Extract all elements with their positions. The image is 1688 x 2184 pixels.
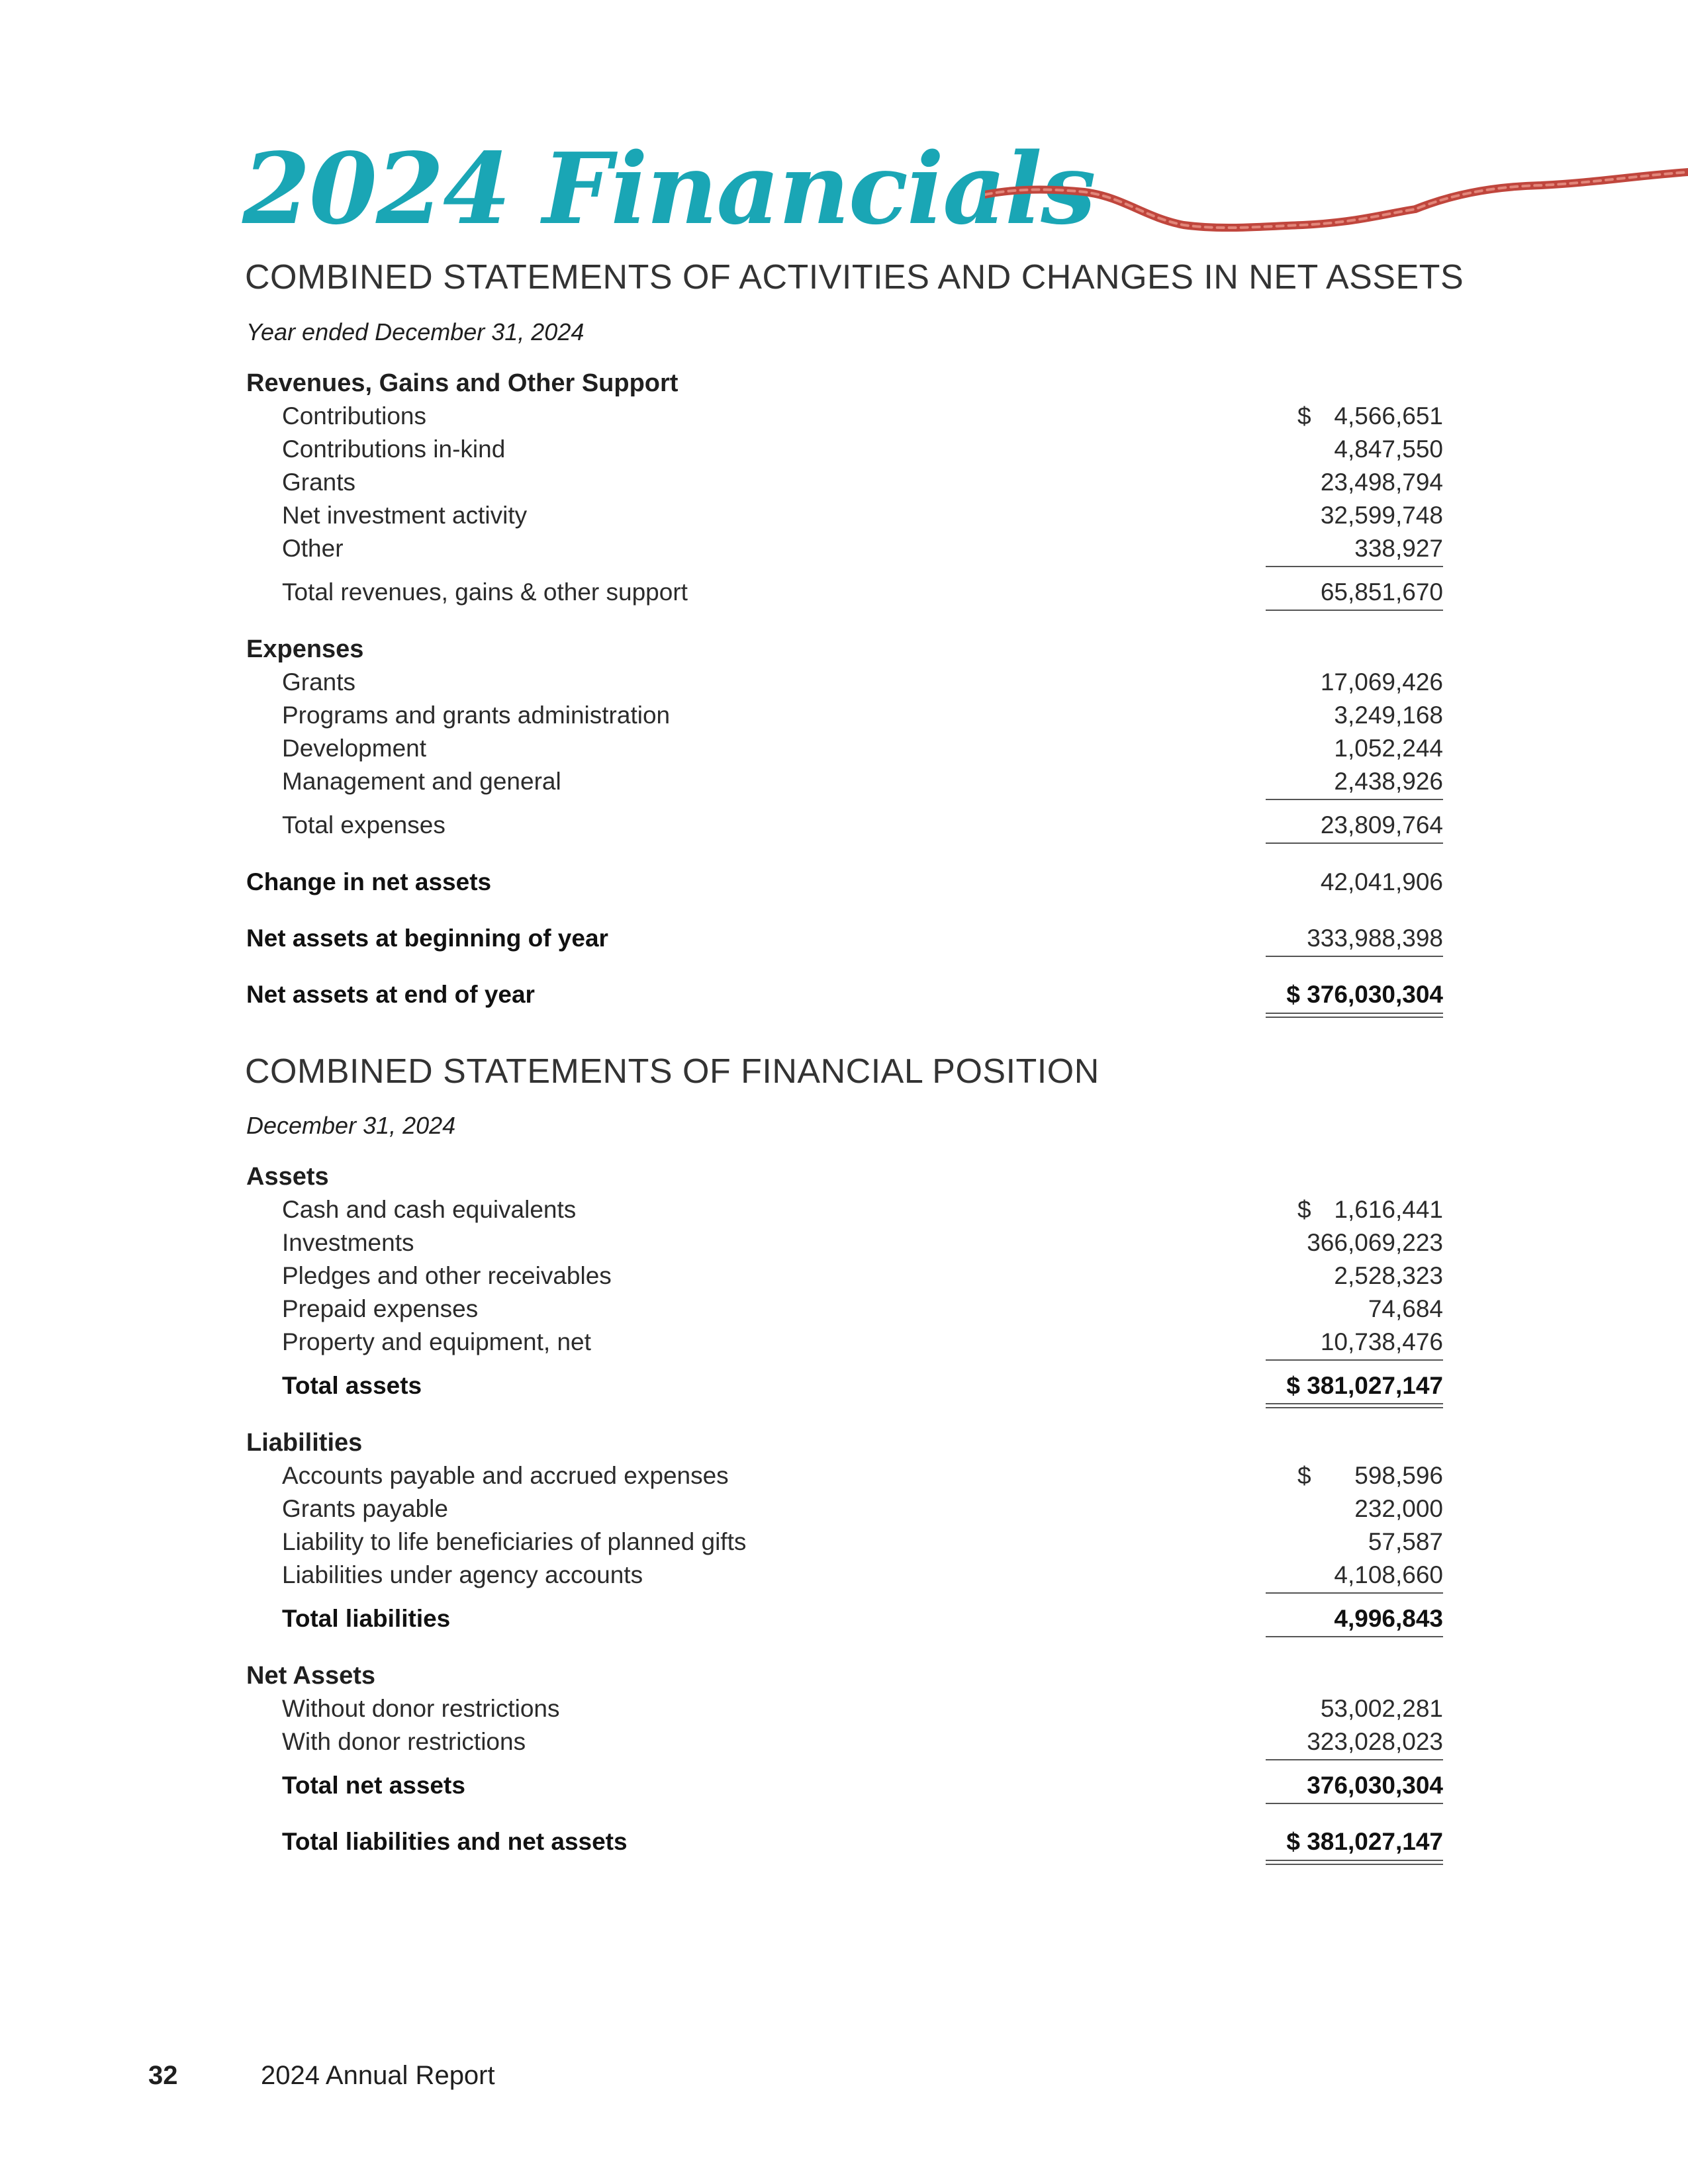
line-amount: 2,438,926 bbox=[1334, 768, 1443, 795]
line-amount: 2,528,323 bbox=[1334, 1262, 1443, 1289]
revenues-heading: Revenues, Gains and Other Support bbox=[246, 369, 679, 397]
assets-heading: Assets bbox=[246, 1163, 329, 1191]
total-label: Total revenues, gains & other support bbox=[282, 578, 688, 606]
total-label: Total expenses bbox=[282, 811, 445, 839]
line-label: Grants bbox=[282, 469, 356, 496]
liabilities-heading: Liabilities bbox=[246, 1429, 363, 1457]
total-label: Total net assets bbox=[282, 1772, 465, 1799]
line-amount: 23,498,794 bbox=[1320, 469, 1443, 496]
revenue-total-row bbox=[0, 576, 1688, 609]
line-amount: 1,052,244 bbox=[1334, 735, 1443, 762]
page-number: 32 bbox=[148, 2061, 178, 2090]
liability-row bbox=[0, 1525, 1688, 1559]
dollar-sign: $ bbox=[1297, 1462, 1311, 1489]
activities-heading: COMBINED STATEMENTS OF ACTIVITIES AND CHANGES IN NET ASSETS bbox=[245, 258, 1464, 296]
revenue-row bbox=[0, 400, 1688, 433]
subtotal-rule bbox=[1266, 1359, 1443, 1361]
line-amount: 598,596 bbox=[1354, 1462, 1443, 1489]
line-label: Programs and grants administration bbox=[282, 702, 671, 729]
end-label: Net assets at end of year bbox=[246, 981, 535, 1008]
dollar-sign: $ bbox=[1297, 402, 1311, 430]
line-label: Without donor restrictions bbox=[282, 1695, 560, 1722]
line-amount: 74,684 bbox=[1368, 1295, 1443, 1322]
line-amount: 53,002,281 bbox=[1320, 1695, 1443, 1722]
total-rule bbox=[1266, 1636, 1443, 1637]
line-label: Liabilities under agency accounts bbox=[282, 1561, 643, 1588]
total-rule bbox=[1266, 610, 1443, 611]
asset-row bbox=[0, 1326, 1688, 1359]
liabilities-total-row bbox=[0, 1602, 1688, 1635]
line-label: Prepaid expenses bbox=[282, 1295, 479, 1322]
net-asset-row bbox=[0, 1725, 1688, 1758]
line-amount: 323,028,023 bbox=[1307, 1728, 1443, 1755]
subtotal-rule bbox=[1266, 566, 1443, 567]
double-rule bbox=[1266, 1013, 1443, 1018]
expense-row bbox=[0, 765, 1688, 798]
page-title: 2024 Financials bbox=[242, 131, 1095, 246]
line-amount: 4,847,550 bbox=[1334, 435, 1443, 463]
line-label: Grants payable bbox=[282, 1495, 448, 1522]
subtotal-rule bbox=[1266, 799, 1443, 800]
line-label: With donor restrictions bbox=[282, 1728, 526, 1755]
liability-row bbox=[0, 1559, 1688, 1592]
subtotal-rule bbox=[1266, 956, 1443, 957]
report-name: 2024 Annual Report bbox=[261, 2061, 495, 2090]
line-amount: 4,566,651 bbox=[1334, 402, 1443, 430]
grand-total-row bbox=[0, 1825, 1688, 1858]
expense-row bbox=[0, 699, 1688, 732]
expense-total-row bbox=[0, 809, 1688, 842]
position-heading: COMBINED STATEMENTS OF FINANCIAL POSITION bbox=[245, 1052, 1100, 1091]
asset-row bbox=[0, 1226, 1688, 1259]
line-amount: 4,108,660 bbox=[1334, 1561, 1443, 1588]
beginning-label: Net assets at beginning of year bbox=[246, 925, 608, 952]
beginning-row bbox=[0, 922, 1688, 955]
net-assets-total-row bbox=[0, 1769, 1688, 1802]
assets-total-row bbox=[0, 1369, 1688, 1402]
total-amount: 376,030,304 bbox=[1307, 1772, 1443, 1799]
total-amount: 65,851,670 bbox=[1320, 578, 1443, 606]
line-amount: 57,587 bbox=[1368, 1528, 1443, 1555]
line-label: Pledges and other receivables bbox=[282, 1262, 612, 1289]
subtotal-rule bbox=[1266, 1592, 1443, 1594]
end-amount: $ 376,030,304 bbox=[1286, 981, 1443, 1008]
total-rule bbox=[1266, 1803, 1443, 1804]
total-label: Total liabilities bbox=[282, 1605, 451, 1632]
expenses-heading: Expenses bbox=[246, 635, 364, 663]
total-amount: $ 381,027,147 bbox=[1286, 1372, 1443, 1399]
line-label: Grants bbox=[282, 668, 356, 696]
line-label: Other bbox=[282, 535, 344, 562]
liability-row bbox=[0, 1459, 1688, 1492]
change-amount: 42,041,906 bbox=[1320, 868, 1443, 895]
revenue-row bbox=[0, 532, 1688, 565]
activities-period: Year ended December 31, 2024 bbox=[246, 318, 585, 345]
net-asset-row bbox=[0, 1692, 1688, 1725]
line-label: Contributions bbox=[282, 402, 427, 430]
double-rule bbox=[1266, 1860, 1443, 1865]
line-amount: 1,616,441 bbox=[1334, 1196, 1443, 1223]
total-amount: 23,809,764 bbox=[1320, 811, 1443, 839]
line-label: Net investment activity bbox=[282, 502, 528, 529]
line-label: Contributions in-kind bbox=[282, 435, 506, 463]
line-amount: 10,738,476 bbox=[1320, 1328, 1443, 1355]
line-label: Development bbox=[282, 735, 427, 762]
position-period: December 31, 2024 bbox=[246, 1112, 456, 1139]
expense-row bbox=[0, 732, 1688, 765]
line-label: Property and equipment, net bbox=[282, 1328, 591, 1355]
change-label: Change in net assets bbox=[246, 868, 492, 895]
line-amount: 3,249,168 bbox=[1334, 702, 1443, 729]
revenue-row bbox=[0, 466, 1688, 499]
change-row bbox=[0, 866, 1688, 899]
grand-total-amount: $ 381,027,147 bbox=[1286, 1828, 1443, 1855]
twine-decoration bbox=[985, 156, 1688, 236]
line-amount: 232,000 bbox=[1354, 1495, 1443, 1522]
asset-row bbox=[0, 1193, 1688, 1226]
double-rule bbox=[1266, 1403, 1443, 1408]
line-amount: 17,069,426 bbox=[1320, 668, 1443, 696]
liability-row bbox=[0, 1492, 1688, 1525]
line-label: Investments bbox=[282, 1229, 414, 1256]
line-label: Accounts payable and accrued expenses bbox=[282, 1462, 729, 1489]
total-rule bbox=[1266, 842, 1443, 844]
line-amount: 338,927 bbox=[1354, 535, 1443, 562]
subtotal-rule bbox=[1266, 1759, 1443, 1760]
line-amount: 32,599,748 bbox=[1320, 502, 1443, 529]
expense-row bbox=[0, 666, 1688, 699]
asset-row bbox=[0, 1293, 1688, 1326]
line-amount: 366,069,223 bbox=[1307, 1229, 1443, 1256]
line-label: Cash and cash equivalents bbox=[282, 1196, 577, 1223]
revenue-row bbox=[0, 499, 1688, 532]
total-label: Total assets bbox=[282, 1372, 422, 1399]
line-label: Management and general bbox=[282, 768, 561, 795]
asset-row bbox=[0, 1259, 1688, 1293]
net-assets-heading: Net Assets bbox=[246, 1662, 376, 1690]
revenue-row bbox=[0, 433, 1688, 466]
dollar-sign: $ bbox=[1297, 1196, 1311, 1223]
line-label: Liability to life beneficiaries of planned gifts bbox=[282, 1528, 747, 1555]
beginning-amount: 333,988,398 bbox=[1307, 925, 1443, 952]
grand-total-label: Total liabilities and net assets bbox=[282, 1828, 628, 1855]
total-amount: 4,996,843 bbox=[1334, 1605, 1443, 1632]
end-row bbox=[0, 978, 1688, 1011]
